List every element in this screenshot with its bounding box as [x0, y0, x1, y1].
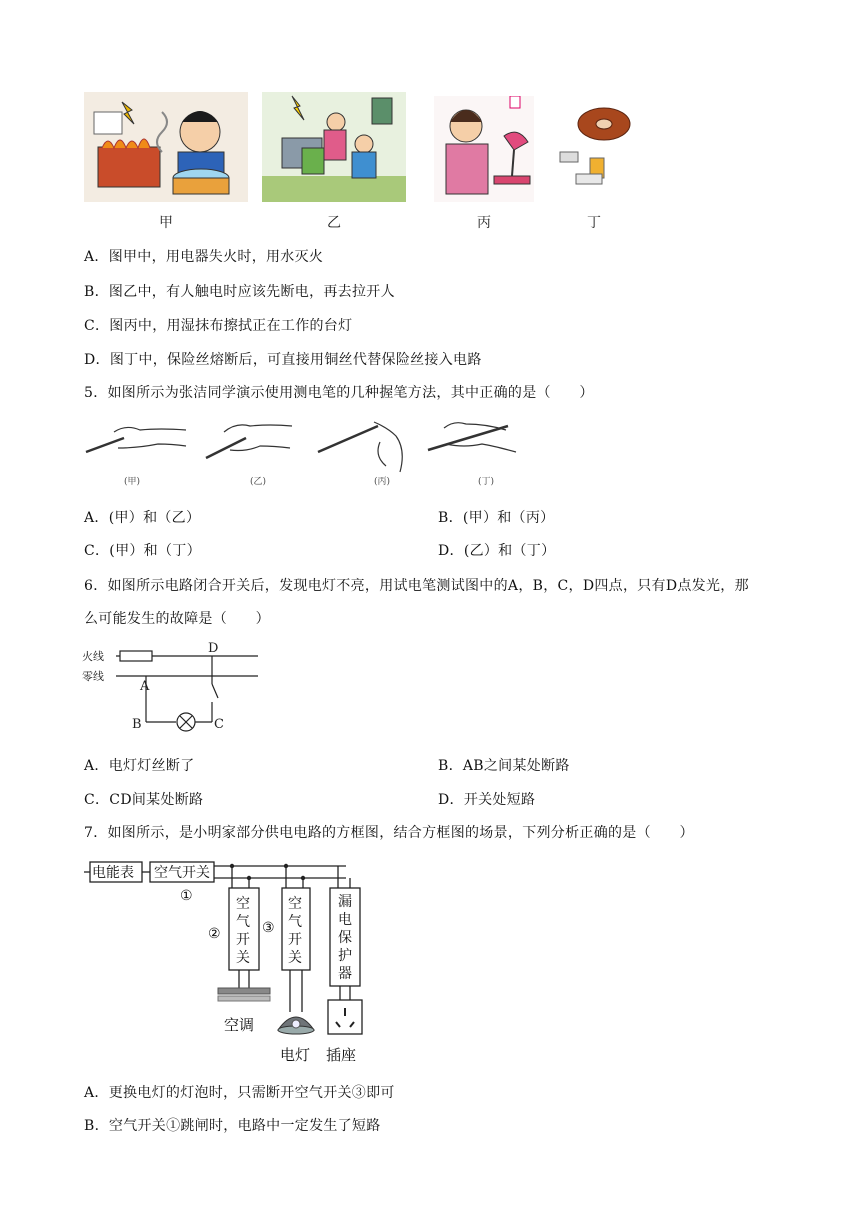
q4-image-yi-electric-shock	[262, 92, 406, 202]
q4-caption-jia: 甲	[159, 215, 173, 231]
q5-option-d: D．(乙）和（丁）	[438, 543, 556, 559]
q4-image-bing-wet-cloth-lamp	[434, 96, 534, 202]
q4-option-d: D．图丁中，保险丝熔断后，可直接用铜丝代替保险丝接入电路	[84, 352, 482, 368]
q4-option-a: A．图甲中，用电器失火时，用水灭火	[84, 249, 324, 265]
q7-supply-circuit-diagram	[84, 852, 384, 1070]
lamp-icon	[278, 1017, 314, 1034]
q7-breaker2-label: 空气开关	[236, 896, 250, 966]
q7-meter-label: 电能表	[92, 865, 134, 881]
q6-point-a: A	[140, 679, 150, 694]
q7-num1: ①	[180, 888, 193, 904]
q5-option-c: C．(甲）和（丁）	[84, 543, 201, 559]
q6-live-wire-label: 火线	[82, 650, 104, 663]
q4-image-row	[84, 92, 644, 232]
q6-circuit-diagram	[80, 640, 270, 732]
q6-option-a: A．电灯灯丝断了	[84, 758, 195, 774]
q7-option-a: A．更换电灯的灯泡时，只需断开空气开关③即可	[84, 1085, 395, 1101]
q4-caption-ding: 丁	[587, 215, 601, 231]
q4-image-jia-microwave-fire	[84, 92, 248, 202]
q7-lamp-label: 电灯	[280, 1046, 311, 1064]
q5-option-b: B．(甲）和（丙）	[438, 510, 555, 526]
q7-socket-label: 插座	[326, 1046, 357, 1064]
q5-caption-jia: (甲)	[124, 477, 141, 487]
q6-point-c: C	[214, 717, 224, 732]
q4-option-c: C．图丙中，用湿抹布擦拭正在工作的台灯	[84, 318, 353, 334]
q4-option-b: B．图乙中，有人触电时应该先断电，再去拉开人	[84, 284, 395, 300]
q6-stem-line2: 么可能发生的故障是（ ）	[84, 611, 270, 627]
q7-option-b: B．空气开关①跳闸时，电路中一定发生了短路	[84, 1118, 381, 1134]
q6-option-d: D．开关处短路	[438, 792, 536, 808]
q7-num2: ②	[208, 926, 221, 942]
q4-image-ding-copper-wire-fuse	[556, 100, 636, 200]
q5-caption-yi: (乙)	[250, 477, 267, 487]
q6-point-b: B	[132, 717, 142, 732]
q5-caption-bing: (丙)	[374, 477, 391, 487]
socket-icon	[328, 1000, 362, 1034]
q7-stem: 7．如图所示，是小明家部分供电电路的方框图，结合方框图的场景，下列分析正确的是（ ）	[84, 825, 694, 841]
q7-main-breaker-label: 空气开关	[154, 865, 210, 881]
q5-caption-ding: (丁)	[478, 477, 495, 487]
q7-breaker3-label: 空气开关	[288, 896, 302, 966]
q6-stem-line1: 6．如图所示电路闭合开关后，发现电灯不亮，用试电笔测试图中的A，B，C，D四点，只有D点发光，那	[84, 578, 749, 594]
q7-rcd-label: 漏电保护器	[338, 894, 352, 982]
q4-caption-bing: 丙	[477, 215, 491, 231]
q5-stem: 5．如图所示为张洁同学演示使用测电笔的几种握笔方法，其中正确的是（ ）	[84, 385, 594, 401]
q7-ac-label: 空调	[224, 1016, 255, 1034]
q7-num3: ③	[262, 920, 275, 936]
q5-option-a: A．(甲）和（乙）	[84, 510, 201, 526]
q6-option-b: B．AB之间某处断路	[438, 758, 570, 774]
air-conditioner-icon	[218, 988, 270, 1001]
q6-option-c: C．CD间某处断路	[84, 792, 204, 808]
q6-neutral-wire-label: 零线	[82, 670, 104, 683]
q6-point-d: D	[208, 641, 219, 656]
q4-caption-yi: 乙	[327, 215, 341, 231]
q5-tester-pen-grips-figure	[84, 412, 534, 488]
